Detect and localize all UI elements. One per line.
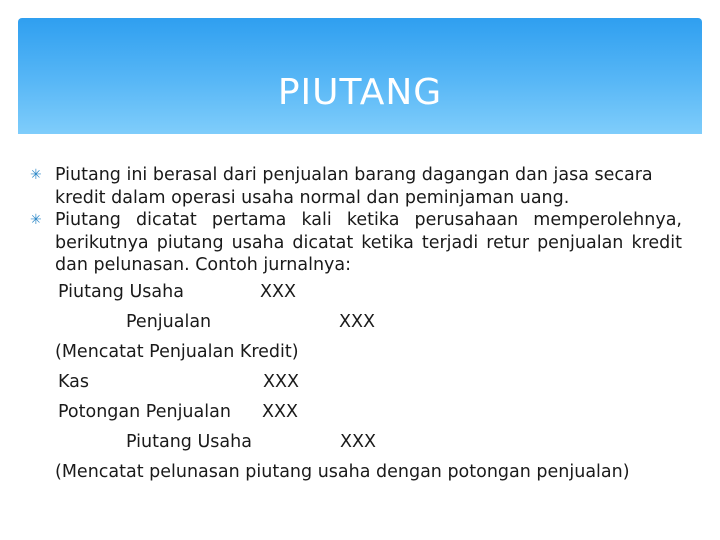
journal-row	[55, 307, 682, 337]
journal-row	[55, 337, 682, 367]
journal-row	[55, 367, 682, 397]
bullet-item	[30, 164, 682, 209]
bullet-item	[30, 209, 682, 277]
slide-title: PIUTANG	[277, 72, 443, 113]
asterisk-bullet-icon: ✳	[30, 212, 42, 228]
journal-debit: XXX	[260, 281, 296, 302]
journal-row	[55, 457, 682, 487]
journal-debit: XXX	[263, 371, 299, 392]
journal-example	[30, 277, 682, 487]
journal-debit: XXX	[262, 401, 298, 422]
journal-row	[55, 427, 682, 457]
journal-memo: (Mencatat pelunasan piutang usaha dengan potongan penjualan)	[55, 461, 630, 482]
journal-credit: XXX	[340, 431, 376, 452]
journal-row	[55, 277, 682, 307]
slide-content	[30, 164, 682, 487]
journal-account: Piutang Usaha	[126, 431, 252, 452]
bullet-text: Piutang ini berasal dari penjualan barang dagangan dan jasa secara kredit dalam operasi usaha normal dan peminjaman uang.	[55, 165, 653, 208]
title-banner	[18, 18, 702, 134]
asterisk-bullet-icon: ✳	[30, 167, 42, 183]
bullet-text: Piutang dicatat pertama kali ketika perusahaan memperolehnya, berikutnya piutang usaha dicatat ketika terjadi retur penjualan kredit dan pelunasan. Contoh jurnalnya:	[55, 210, 682, 275]
journal-account: Kas	[58, 371, 90, 392]
journal-account: Penjualan	[126, 311, 212, 332]
journal-row	[55, 397, 682, 427]
journal-credit: XXX	[339, 311, 375, 332]
journal-memo: (Mencatat Penjualan Kredit)	[55, 341, 299, 362]
journal-account: Potongan Penjualan	[58, 401, 231, 422]
journal-account: Piutang Usaha	[58, 281, 184, 302]
